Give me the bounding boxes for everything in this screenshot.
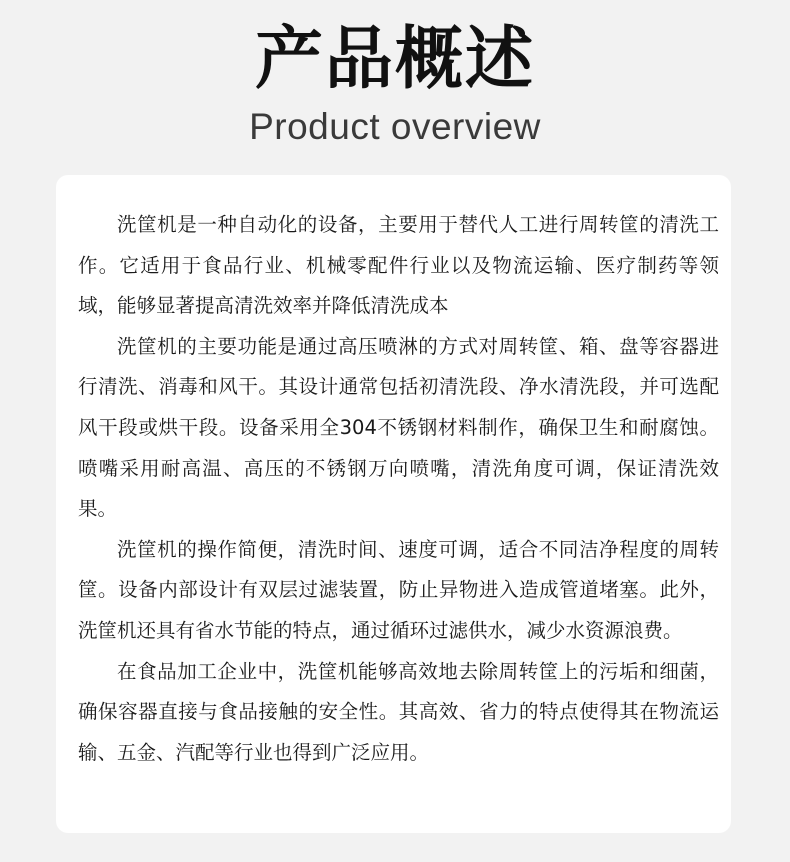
- page-subtitle: Product overview: [249, 106, 541, 147]
- paragraph-operation: 洗筐机的操作简便，清洗时间、速度可调，适合不同洁净程度的周转筐。设备内部设计有双层过滤装置，防止异物进入造成管道堵塞。此外，洗筐机还具有省水节能的特点，通过循环过滤供水，减少水资源浪费。: [78, 537, 719, 642]
- content-card: [56, 175, 731, 833]
- page-title: 产品概述: [254, 20, 535, 99]
- paragraph-application: 在食品加工企业中，洗筐机能够高效地去除周转筐上的污垢和细菌，确保容器直接与食品接触的安全性。其高效、省力的特点使得其在物流运输、五金、汽配等行业也得到广泛应用。: [78, 659, 719, 764]
- paragraph-intro: 洗筐机是一种自动化的设备，主要用于替代人工进行周转筐的清洗工作。它适用于食品行业、机械零配件行业以及物流运输、医疗制药等领域，能够显著提高清洗效率并降低清洗成本: [78, 213, 719, 318]
- header: [0, 0, 790, 170]
- paragraph-function: 洗筐机的主要功能是通过高压喷淋的方式对周转筐、箱、盘等容器进行清洗、消毒和风干。其设计通常包括初清洗段、净水清洗段，并可选配风干段或烘干段。设备采用全304不锈钢材料制作，确保卫生和耐腐蚀。喷嘴采用耐高温、高压的不锈钢万向喷嘴，清洗角度可调，保证清洗效果。: [78, 334, 719, 521]
